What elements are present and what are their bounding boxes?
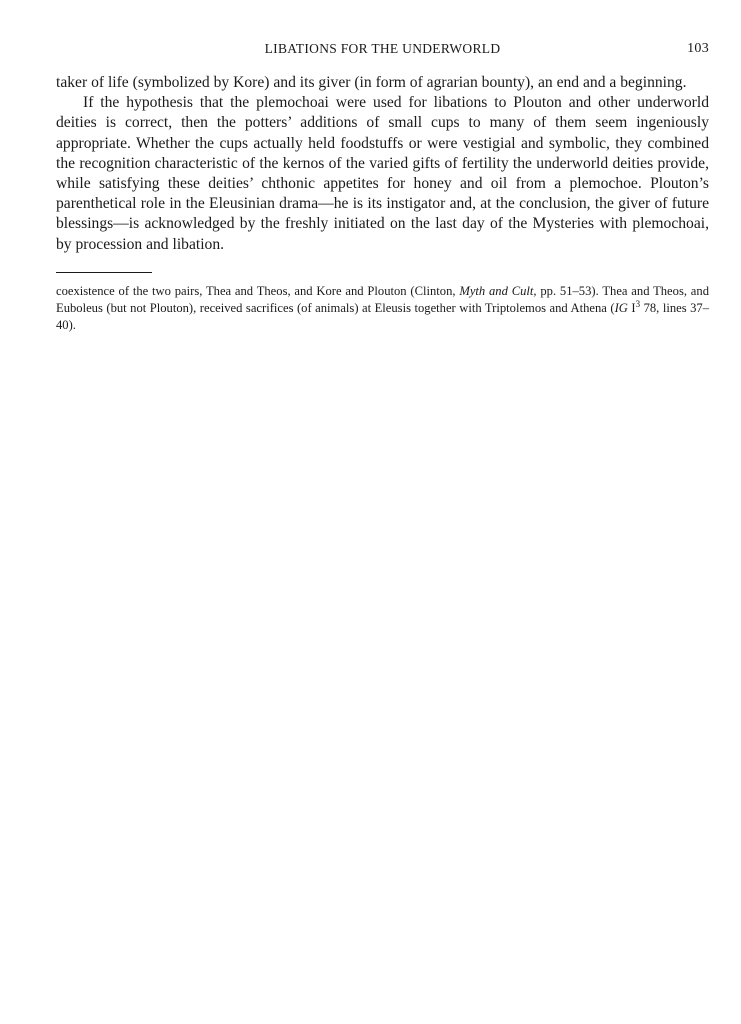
footnotes [56, 283, 709, 335]
running-title: LIBATIONS FOR THE UNDERWORLD [264, 41, 501, 56]
footnote-divider [56, 272, 152, 273]
footnote-continuation [56, 283, 709, 335]
paragraph-continuation: taker of life (symbolized by Kore) and its giver (in form of agrarian bounty), an end and a beginning. [56, 74, 687, 91]
footnote-text-1: coexistence of the two pairs, Thea and Theos, and Kore and Plouton (Clinton, [56, 284, 460, 298]
page-number: 103 [687, 41, 709, 56]
inscription-superscript: 3 [635, 299, 641, 310]
inscription-volume: I [627, 301, 636, 316]
running-head [56, 41, 709, 61]
body-text [56, 73, 709, 255]
citation-title: Myth and Cult, [459, 284, 537, 298]
inscription-abbreviation: IG [614, 301, 628, 316]
paragraph-plemochoai-hypothesis: If the hypothesis that the plemochoai were used for libations to Plouton and other underworld deities is correct, then the potters’ additions of small cups to many of them seem ingeniously appropriate. Whether the cups actually held foodstuffs or were vestigial and symbolic, they combined the recognition characteristic of the kernos of the varied gifts of fertility the underworld deities provide, while satisfying these deities’ chthonic appetites for honey and oil from a plemochoe. Plouton’s parenthetical role in the Eleusinian drama—he is its instigator and, at the conclusion, the giver of future blessings—is acknowledged by the freshly initiated on the last day of the Mysteries with plemochoai, by procession and libation. [56, 94, 709, 253]
footnote-text-2: pp. 51–53). Thea and Theos, and Euboleus (but not Plouton), received sacrifices (of animals) at Eleusis together with Triptolemos and Athena ( [56, 284, 709, 316]
footnote-text-3: 78, lines 37–40). [56, 301, 709, 333]
